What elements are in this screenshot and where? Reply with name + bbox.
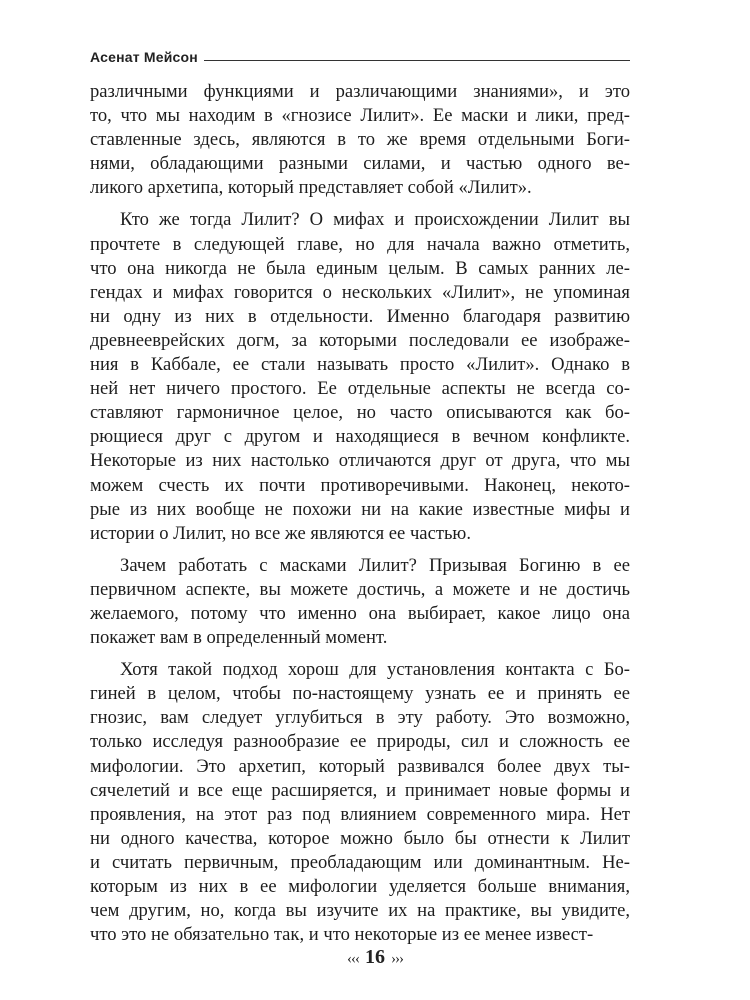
paragraph-gap xyxy=(90,650,630,658)
page-number: 16 xyxy=(365,946,385,968)
text-line: ликого архетипа, который представляет собой «Лилит». xyxy=(90,177,532,199)
text-line: нями, обладающими разными силами, и частью одного ве- xyxy=(90,153,630,175)
text-line: рющиеся друг с другом и находящиеся в вечном конфликте. xyxy=(90,426,630,448)
text-line: ставляют гармоничное целое, но часто описываются как бо- xyxy=(90,402,630,424)
page-footer xyxy=(0,946,750,969)
text-line: что она никогда не была единым целым. В самых ранних ле- xyxy=(90,257,630,279)
text-line: проявления, на этот раз под влиянием современного мира. Нет xyxy=(90,803,630,825)
text-line: древнееврейских догм, за которыми последовали ее изображе- xyxy=(90,329,630,351)
folio-ornament-right: ››› xyxy=(391,951,403,967)
paragraph xyxy=(90,208,630,545)
folio-ornament-left: ‹‹‹ xyxy=(347,951,359,967)
text-line: гендах и мифах говорится о нескольких «Лилит», не упоминая xyxy=(90,281,630,303)
running-header-author: Асенат Мейсон xyxy=(90,48,204,66)
text-line: желаемого, потому что именно она выбирает, какое лицо она xyxy=(90,602,630,624)
text-line: Кто же тогда Лилит? О мифах и происхождении Лилит вы xyxy=(120,209,630,231)
text-line: Хотя такой подход хорош для установления контакта с Бо- xyxy=(120,659,630,681)
text-line: гиней в целом, чтобы по-настоящему узнать ее и принять ее xyxy=(90,683,630,705)
text-line: только исследуя разнообразие ее природы, сил и сложность ее xyxy=(90,731,630,753)
text-line: которым из них в ее мифологии уделяется больше внимания, xyxy=(90,876,630,897)
text-line: сячелетий и все еще расширяется, и принимает новые формы и xyxy=(90,779,630,801)
text-line: мифологии. Это архетип, который развивался более двух ты- xyxy=(90,755,630,777)
text-line: что это не обязательно так, и что некоторые из ее менее извест- xyxy=(90,924,594,946)
text-line: гнозис, вам следует углубиться в эту работу. Это возможно, xyxy=(90,707,630,729)
text-line: рые из них вообще не похожи ни на какие известные мифы и xyxy=(90,498,630,520)
paragraph-gap xyxy=(90,200,630,208)
text-line: прочтете в следующей главе, но для начала важно отметить, xyxy=(90,233,630,255)
paragraph-gap xyxy=(90,546,630,554)
running-header xyxy=(90,48,630,68)
text-line: то, что мы находим в «гнозисе Лилит». Ее маски и лики, пред- xyxy=(90,105,630,127)
text-line: и считать первичным, преобладающим или доминантным. Не- xyxy=(90,851,630,873)
text-line: различными функциями и различающими знаниями», и это xyxy=(90,81,630,102)
paragraph xyxy=(90,554,630,650)
text-line: чем другим, но, когда вы изучите их на практике, вы увидите, xyxy=(90,900,630,922)
text-line: истории о Лилит, но все же являются ее частью. xyxy=(90,522,471,544)
text-line: ставленные здесь, являются в то же время отдельными Боги- xyxy=(90,129,630,151)
text-line: Некоторые из них настолько отличаются друг от друга, что мы xyxy=(90,450,630,472)
text-line: ния в Каббале, ее стали называть просто «Лилит». Однако в xyxy=(90,354,630,376)
text-line: можем счесть их почти противоречивыми. Наконец, некото- xyxy=(90,474,630,496)
paragraph xyxy=(90,658,630,947)
text-line: ни одного качества, которое можно было бы отнести к Лилит xyxy=(90,827,630,849)
text-line: покажет вам в определенный момент. xyxy=(90,627,388,649)
text-line: Зачем работать с масками Лилит? Призывая Богиню в ее xyxy=(120,554,630,576)
text-line: ней нет ничего простого. Ее отдельные аспекты не всегда со- xyxy=(90,378,630,400)
paragraph xyxy=(90,80,630,200)
text-line: первичном аспекте, вы можете достичь, а можете и не достичь xyxy=(90,578,630,600)
text-line: ни одну из них в отдельности. Именно благодаря развитию xyxy=(90,305,630,327)
body-text xyxy=(90,80,630,947)
